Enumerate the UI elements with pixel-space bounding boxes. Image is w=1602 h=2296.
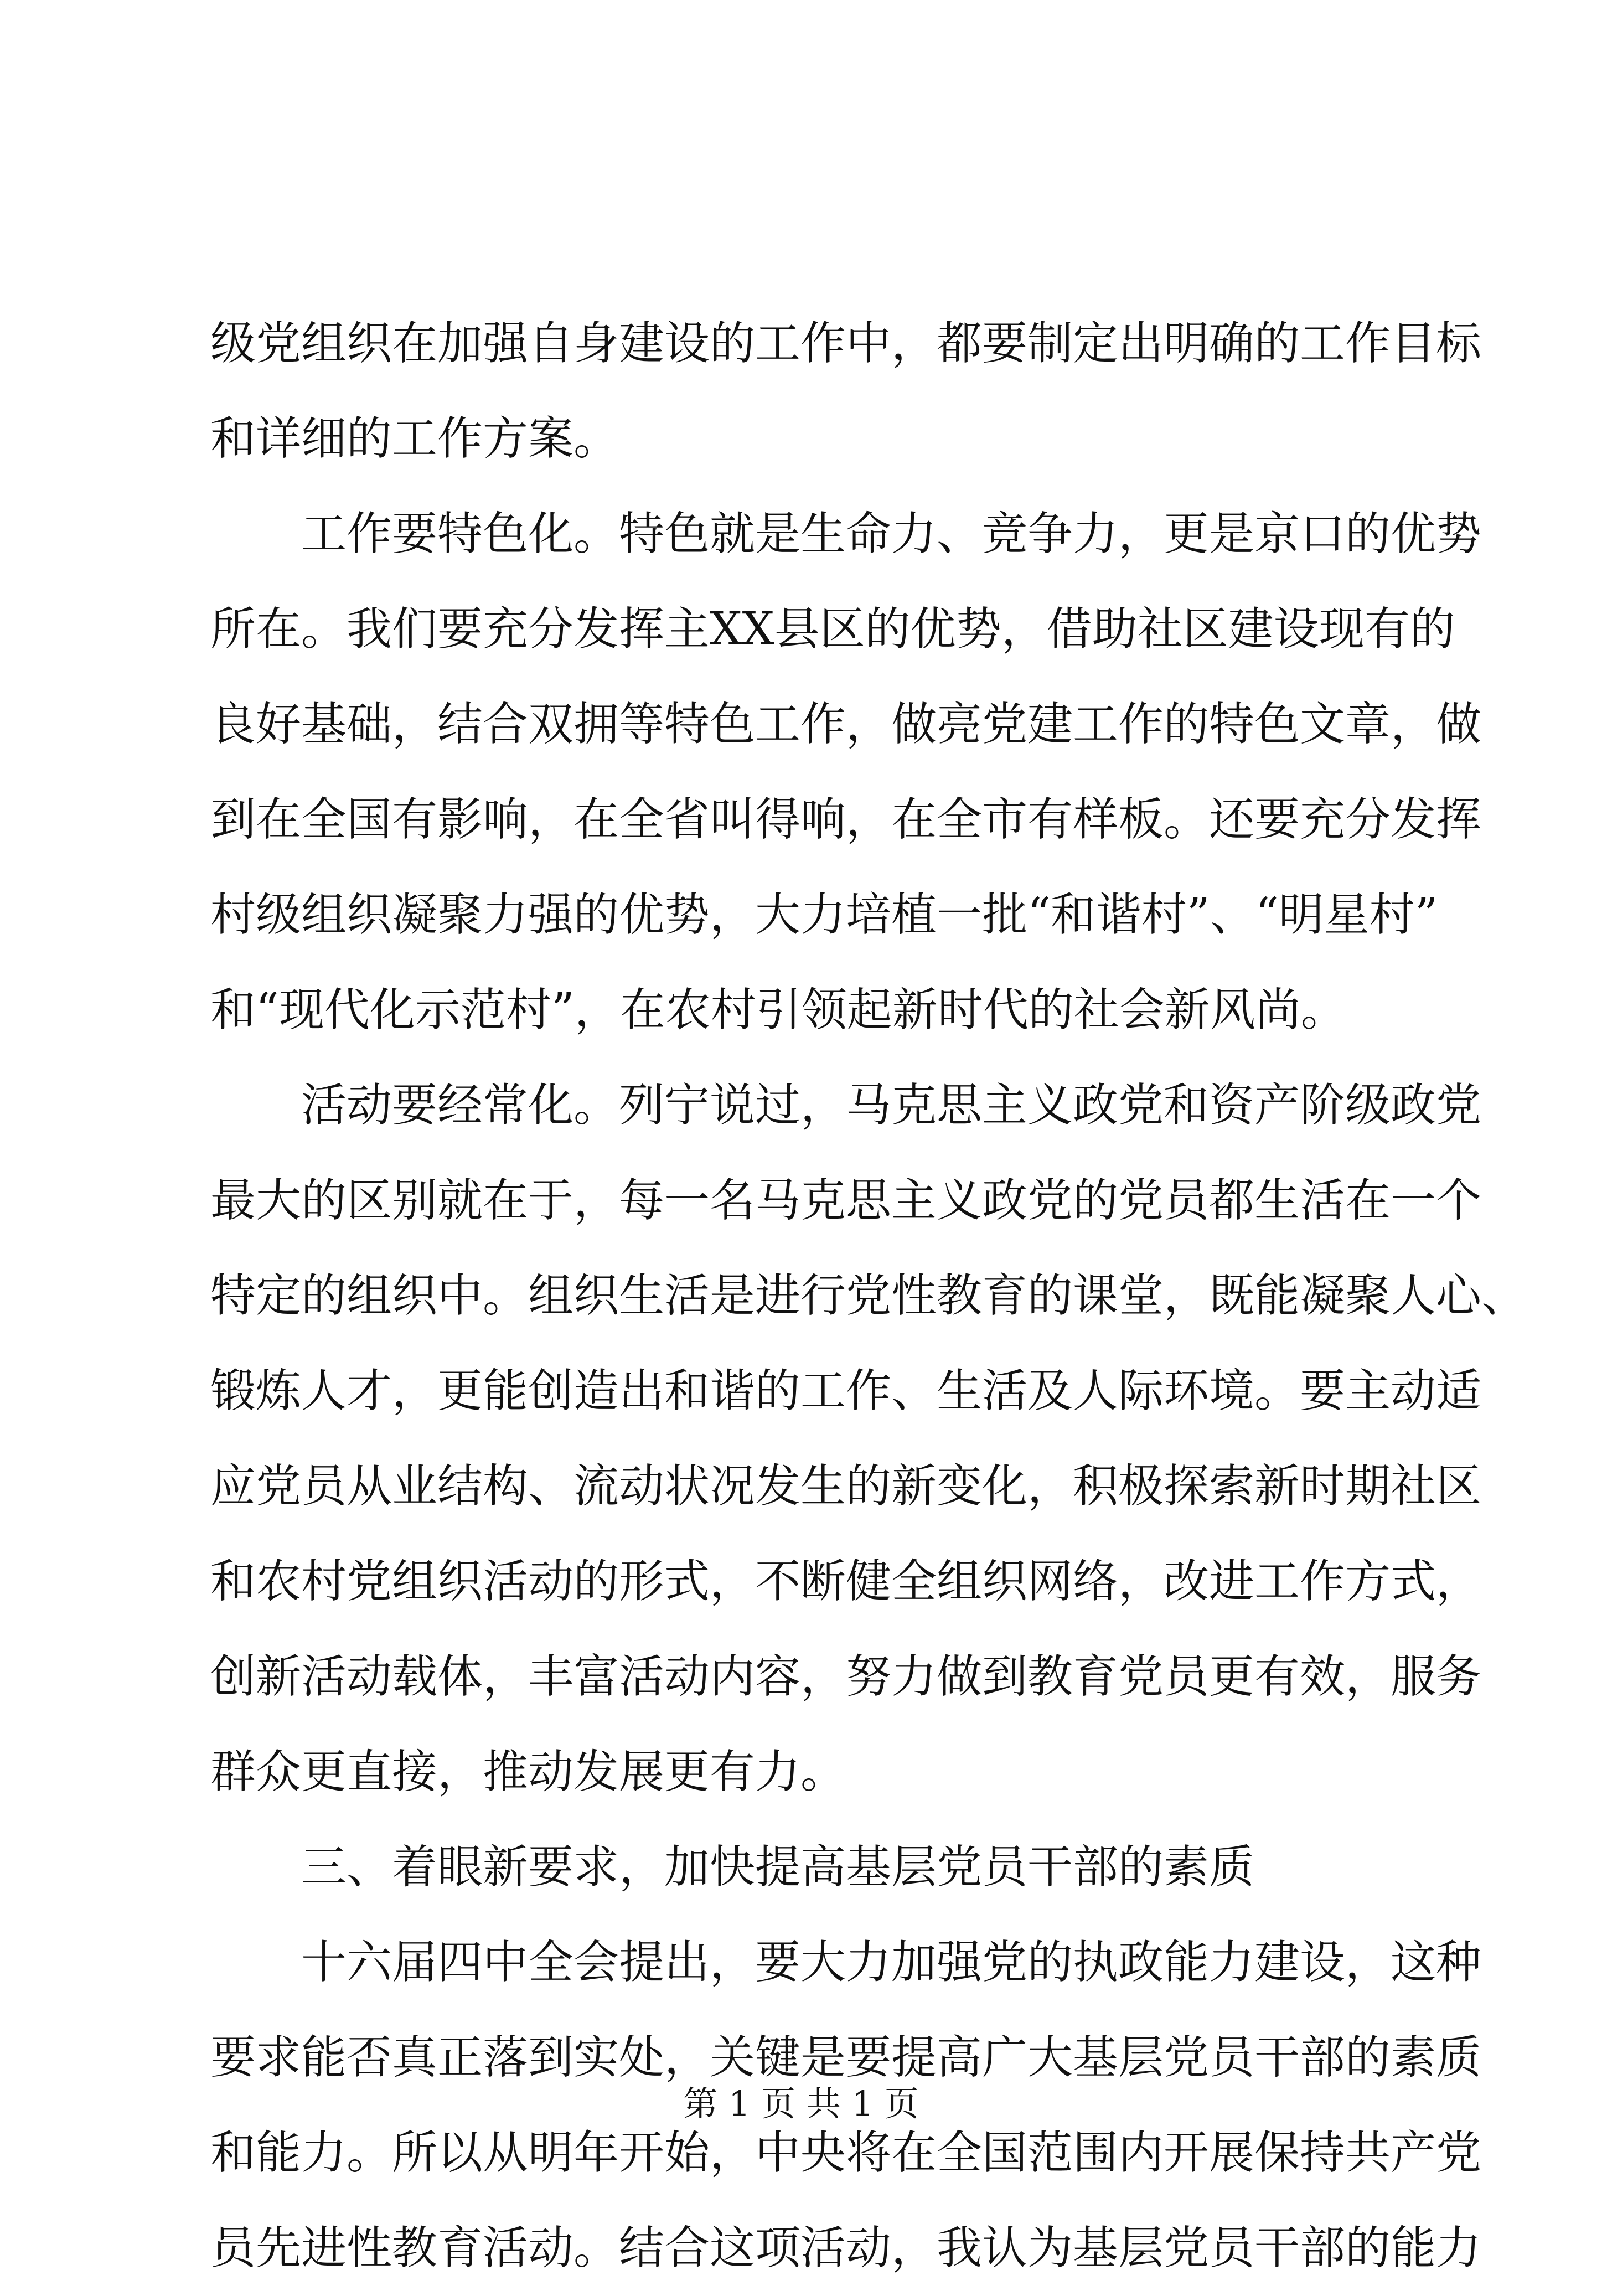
document-body xyxy=(210,296,1527,2296)
text-line: 级党组织在加强自身建设的工作中，都要制定出明确的工作目标 xyxy=(210,317,1482,370)
text-line: 创新活动载体，丰富活动内容，努力做到教育党员更有效，服务 xyxy=(210,1650,1482,1703)
text-line: 所在。我们要充分发挥主XX县区的优势，借助社区建设现有的 xyxy=(210,603,1455,656)
text-line: 和能力。所以从明年开始，中央将在全国范围内开展保持共产党 xyxy=(210,2127,1482,2179)
text-line: 群众更直接，推动发展更有力。 xyxy=(210,1746,846,1798)
page-number-footer: 第 1 页 共 1 页 xyxy=(683,2083,919,2124)
text-line: 特定的组织中。组织生活是进行党性教育的课堂，既能凝聚人心、 xyxy=(210,1270,1527,1322)
paragraph-start-line: 工作要特色化。特色就是生命力、竞争力，更是京口的优势 xyxy=(301,508,1482,560)
text-line: 和“现代化示范村”，在农村引领起新时代的社会新风尚。 xyxy=(210,984,1346,1036)
text-line: 和详细的工作方案。 xyxy=(210,412,619,465)
text-line: 良好基础，结合双拥等特色工作，做亮党建工作的特色文章，做 xyxy=(210,698,1482,751)
text-line: 到在全国有影响，在全省叫得响，在全市有样板。还要充分发挥 xyxy=(210,793,1482,846)
text-line: 锻炼人才，更能创造出和谐的工作、生活及人际环境。要主动适 xyxy=(210,1365,1482,1417)
paragraph-start-line: 十六届四中全会提出，要大力加强党的执政能力建设，这种 xyxy=(301,1936,1482,1989)
text-line: 应党员从业结构、流动状况发生的新变化，积极探索新时期社区 xyxy=(210,1460,1482,1513)
paragraph-start-line: 活动要经常化。列宁说过，马克思主义政党和资产阶级政党 xyxy=(301,1079,1482,1132)
text-line: 要求能否真正落到实处，关键是要提高广大基层党员干部的素质 xyxy=(210,2031,1482,2084)
text-line: 村级组织凝聚力强的优势，大力培植一批“和谐村”、“明星村” xyxy=(210,889,1438,941)
section-heading: 三、着眼新要求，加快提高基层党员干部的素质 xyxy=(301,1841,1255,1893)
text-line: 最大的区别就在于，每一名马克思主义政党的党员都生活在一个 xyxy=(210,1174,1482,1227)
text-line: 员先进性教育活动。结合这项活动，我认为基层党员干部的能力 xyxy=(210,2222,1482,2274)
text-line: 和农村党组织活动的形式，不断健全组织网络，改进工作方式， xyxy=(210,1555,1482,1608)
